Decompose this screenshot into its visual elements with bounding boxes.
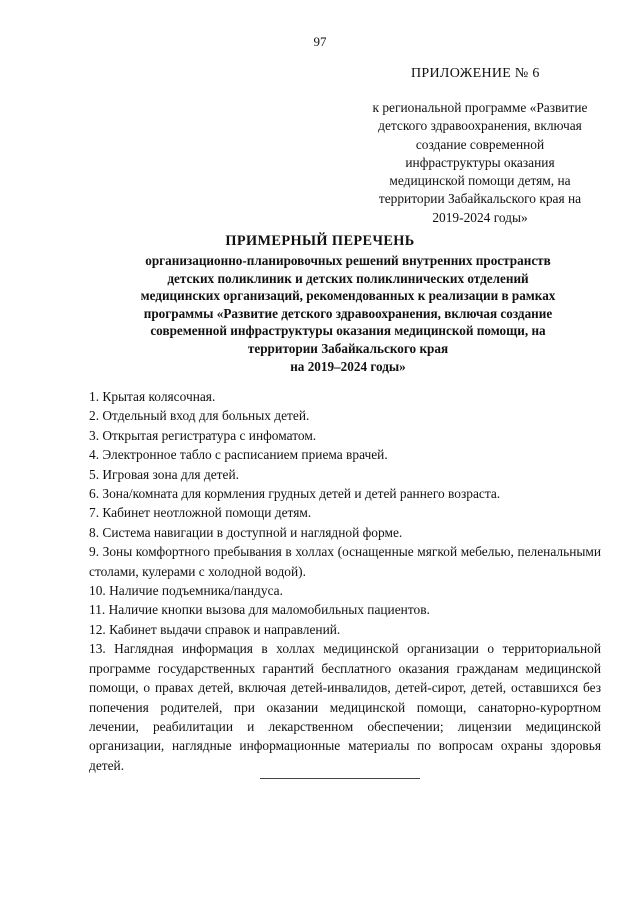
list-item: 4. Электронное табло с расписанием приема врачей.: [89, 447, 388, 463]
appendix-reference-line: территории Забайкальского края на: [378, 191, 582, 207]
subtitle-line: детских поликлиник и детских поликлинических отделений: [167, 270, 529, 286]
appendix-reference: [345, 99, 615, 227]
list-item: 5. Игровая зона для детей.: [89, 466, 239, 482]
appendix-title: ПРИЛОЖЕНИЕ № 6: [411, 66, 540, 81]
list-item: 9. Зоны комфортного пребывания в холлах (оснащенные мягкой мебелью, пеленальными столами, кулерами с холодной водой).: [89, 544, 601, 579]
appendix-reference-line: создание современной: [415, 136, 545, 152]
items-list: [89, 387, 601, 775]
list-item: 2. Отдельный вход для больных детей.: [89, 408, 310, 424]
list-item: 7. Кабинет неотложной помощи детям.: [89, 505, 312, 521]
appendix-reference-line: 2019-2024 годы»: [432, 209, 528, 225]
page-number: 97: [313, 34, 327, 49]
subtitle-line: медицинских организаций, рекомендованных к реализации в рамках: [140, 288, 556, 304]
subtitle-line: современной инфраструктуры оказания медицинской помощи, на: [150, 323, 546, 339]
subtitle-line: организационно-планировочных решений внутренних пространств: [145, 253, 551, 268]
list-item: 3. Открытая регистратура с инфоматом.: [89, 427, 317, 443]
list-item: 11. Наличие кнопки вызова для маломобильных пациентов.: [89, 602, 430, 618]
list-item: 12. Кабинет выдачи справок и направлений.: [89, 621, 341, 637]
subtitle-line: на 2019–2024 годы»: [290, 358, 406, 374]
appendix-reference-line: медицинской помощи детям, на: [389, 173, 571, 189]
list-item: 1. Крытая колясочная.: [89, 389, 216, 404]
document-subtitle: [88, 252, 608, 375]
appendix-reference-line: к региональной программе «Развитие: [372, 100, 588, 115]
list-item: 13. Наглядная информация в холлах медицинской организации о территориальной программе государственных гарантий бесплатного оказания гражданам медицинской помощи, о правах детей, включая детей-инвалидов, детей-сирот, детей, оставшихся без попечения родителей, при оказании медицинской помощи, санаторно-курортном лечении, реабилитации и лекарственном обеспечении; лицензии медицинской организации, наглядные информационные материалы по вопросам охраны здоровья детей.: [89, 641, 601, 773]
document-title: ПРИМЕРНЫЙ ПЕРЕЧЕНЬ: [225, 233, 415, 249]
footer-divider: [260, 778, 420, 779]
subtitle-line: программы «Развитие детского здравоохранения, включая создание: [143, 305, 553, 321]
appendix-reference-line: инфраструктуры оказания: [405, 154, 555, 170]
subtitle-line: территории Забайкальского края: [247, 340, 449, 356]
appendix-reference-line: детского здравоохранения, включая: [378, 118, 582, 134]
list-item: 10. Наличие подъемника/пандуса.: [89, 583, 283, 599]
list-item: 8. Система навигации в доступной и наглядной форме.: [89, 524, 403, 540]
list-item: 6. Зона/комната для кормления грудных детей и детей раннего возраста.: [89, 486, 501, 502]
